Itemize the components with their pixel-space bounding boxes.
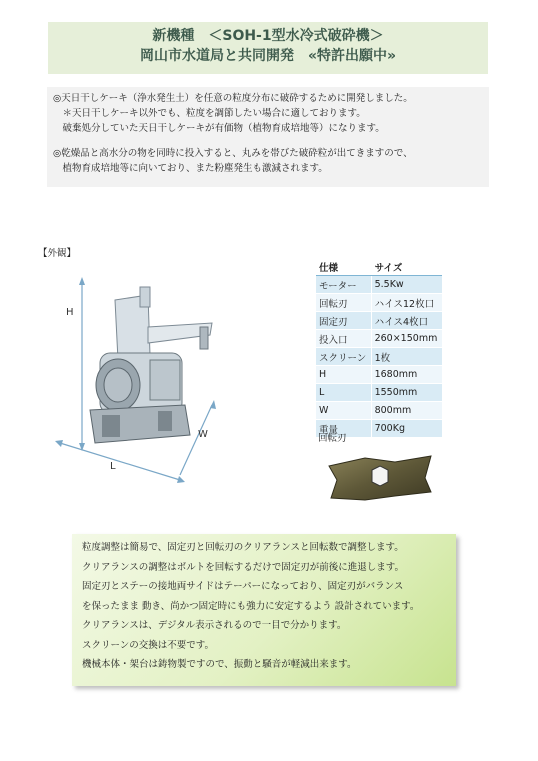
intro-line: ◎天日干しケーキ（浄水発生土）を任意の粒度分布に破砕するために開発しました。: [53, 93, 413, 104]
spec-value: 1550mm: [371, 384, 442, 402]
features-box: [72, 534, 456, 686]
spec-key: 投入口: [316, 330, 371, 348]
intro-line: ＊天日干しケーキ以外でも、粒度を調節したい場合に適しております。: [53, 108, 366, 119]
feature-line: 固定刃とステーの接地両サイドはテーパーになっており、固定刃がバランス: [82, 581, 404, 592]
intro-line: ◎乾燥品と高水分の物を同時に投入すると、丸みを帯びた破砕粒が出てきますので、: [53, 148, 413, 159]
spec-table: [316, 258, 442, 438]
spec-value: 1680mm: [371, 366, 442, 384]
feature-line: 粒度調整は簡易で、固定刃と回転刃のクリアランスと回転数で調整します。: [82, 542, 404, 553]
l-dimension-arrow: [60, 443, 180, 480]
feature-line: スクリーンの交換は不要です。: [82, 639, 215, 651]
feature-line: 機械本体・架台は鋳物製ですので、振動と騒音が軽減出来ます。: [82, 659, 357, 670]
intro-line: 破棄処分していた天日干しケーキが有価物（植物育成培地等）になります。: [53, 123, 385, 134]
spec-value: ハイス12枚口: [371, 294, 442, 312]
feature-line: を保ったまま 動き、尚かつ固定時にも強力に安定するよう 設計されています。: [82, 600, 420, 612]
title-line-2: 岡山市水道局と共同開発 «特許出願中»: [139, 48, 397, 64]
title-line-1: 新機種 ＜SOH-1型水冷式破砕機＞: [152, 28, 384, 44]
intro-line: 植物育成培地等に向いており、また粉塵発生も激減されます。: [53, 163, 328, 174]
feature-line: クリアランスの調整はボルトを回転するだけで固定刃が前後に進退します。: [82, 561, 404, 573]
spec-key: スクリーン: [316, 348, 371, 366]
spec-value: 5.5Kw: [371, 276, 442, 294]
spec-value: ハイス4枚口: [371, 312, 442, 330]
w-dimension-label: W: [198, 429, 208, 440]
spec-key: 重量: [316, 420, 371, 438]
spec-key: 回転刃: [316, 294, 371, 312]
rotary-blade-image: [325, 448, 435, 508]
spec-header-cell: 仕様: [316, 258, 371, 276]
exterior-label: 【外観】: [38, 248, 77, 259]
machine-illustration: [40, 265, 240, 495]
blade-label: 回転刃: [318, 433, 347, 444]
spec-header-cell: サイズ: [371, 258, 442, 276]
feature-line: クリアランスは、デジタル表示されるので一目で分かります。: [82, 620, 347, 631]
spec-key: 固定刃: [316, 312, 371, 330]
spec-value: 800mm: [371, 402, 442, 420]
h-dimension-label: H: [66, 307, 74, 318]
l-dimension-label: L: [110, 461, 116, 472]
spec-value: 700Kg: [371, 420, 442, 438]
spec-key: モーター: [316, 276, 371, 294]
intro-box: [47, 87, 489, 187]
spec-key: L: [316, 384, 371, 402]
spec-value: 1枚: [371, 348, 442, 366]
spec-key: W: [316, 402, 371, 420]
spec-key: H: [316, 366, 371, 384]
spec-value: 260×150mm: [371, 330, 442, 348]
title-banner: [48, 22, 488, 74]
